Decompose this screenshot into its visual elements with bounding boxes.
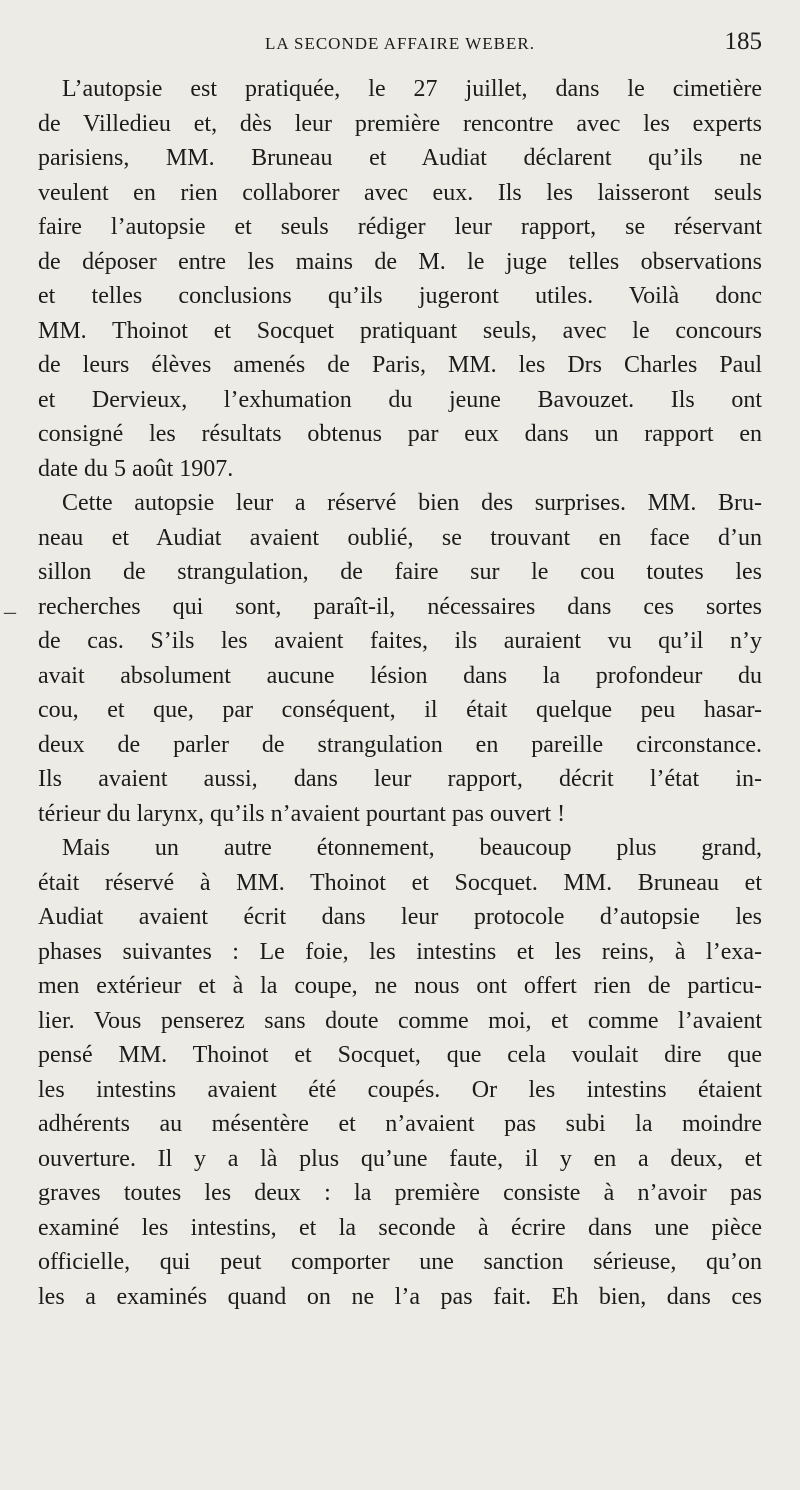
- text-line: les intestins avaient été coupés. Or les intestins étaient: [38, 1076, 762, 1103]
- text-line: de déposer entre les mains de M. le juge telles observations: [38, 248, 762, 275]
- text-line: officielle, qui peut comporter une sanction sérieuse, qu’on: [38, 1249, 762, 1275]
- text-line: sillon de strangulation, de faire sur le cou toutes les: [38, 559, 762, 585]
- text-line: pensé MM. Thoinot et Socquet, que cela voulait dire que: [38, 1042, 762, 1068]
- text-line: lier. Vous penserez sans doute comme moi, et comme l’avaient: [38, 1007, 762, 1034]
- margin-dash: –: [4, 599, 16, 625]
- body-text: [38, 72, 762, 1314]
- text-line: térieur du larynx, qu’ils n’avaient pourtant pas ouvert !: [38, 800, 566, 827]
- text-line: MM. Thoinot et Socquet pratiquant seuls, avec le concours: [38, 317, 762, 344]
- text-line: de cas. S’ils les avaient faites, ils auraient vu qu’il n’y: [38, 628, 762, 654]
- text-line: ouverture. Il y a là plus qu’une faute, il y en a deux, et: [38, 1145, 762, 1172]
- text-line: et telles conclusions qu’ils jugeront utiles. Voilà donc: [38, 283, 762, 309]
- text-line: men extérieur et à la coupe, ne nous ont offert rien de particu-: [38, 973, 762, 999]
- text-line: recherches qui sont, paraît-il, nécessaires dans ces sortes: [38, 593, 762, 620]
- text-line: examiné les intestins, et la seconde à écrire dans une pièce: [38, 1214, 762, 1241]
- text-line: Cette autopsie leur a réservé bien des surprises. MM. Bru-: [62, 490, 762, 516]
- text-line: Mais un autre étonnement, beaucoup plus grand,: [62, 835, 762, 861]
- text-line: les a examinés quand on ne l’a pas fait. Eh bien, dans ces: [38, 1283, 762, 1310]
- text-line: graves toutes les deux : la première consiste à n’avoir pas: [38, 1180, 762, 1206]
- page-number: 185: [724, 28, 762, 55]
- text-line: L’autopsie est pratiquée, le 27 juillet, dans le cimetière: [62, 76, 762, 102]
- text-line: Ils avaient aussi, dans leur rapport, décrit l’état in-: [38, 766, 762, 792]
- text-line: phases suivantes : Le foie, les intestins et les reins, à l’exa-: [38, 938, 762, 965]
- text-line: neau et Audiat avaient oublié, se trouvant en face d’un: [38, 524, 762, 551]
- text-line: et Dervieux, l’exhumation du jeune Bavouzet. Ils ont: [38, 386, 762, 413]
- text-line: de Villedieu et, dès leur première rencontre avec les experts: [38, 110, 762, 137]
- text-line: était réservé à MM. Thoinot et Socquet. MM. Bruneau et: [38, 869, 762, 896]
- text-line: date du 5 août 1907.: [38, 455, 234, 482]
- text-line: cou, et que, par conséquent, il était quelque peu hasar-: [38, 697, 762, 723]
- text-line: consigné les résultats obtenus par eux dans un rapport en: [38, 421, 762, 447]
- text-line: veulent en rien collaborer avec eux. Ils les laisseront seuls: [38, 179, 762, 206]
- running-head: [38, 28, 762, 64]
- text-line: parisiens, MM. Bruneau et Audiat déclarent qu’ils ne: [38, 145, 762, 171]
- text-line: Audiat avaient écrit dans leur protocole d’autopsie les: [38, 904, 762, 930]
- running-title: LA SECONDE AFFAIRE WEBER.: [265, 34, 535, 53]
- text-line: faire l’autopsie et seuls rédiger leur rapport, se réservant: [38, 214, 762, 240]
- text-line: adhérents au mésentère et n’avaient pas subi la moindre: [38, 1111, 762, 1137]
- text-line: deux de parler de strangulation en pareille circonstance.: [38, 731, 762, 758]
- text-line: avait absolument aucune lésion dans la profondeur du: [38, 662, 762, 689]
- text-line: de leurs élèves amenés de Paris, MM. les Drs Charles Paul: [38, 352, 762, 378]
